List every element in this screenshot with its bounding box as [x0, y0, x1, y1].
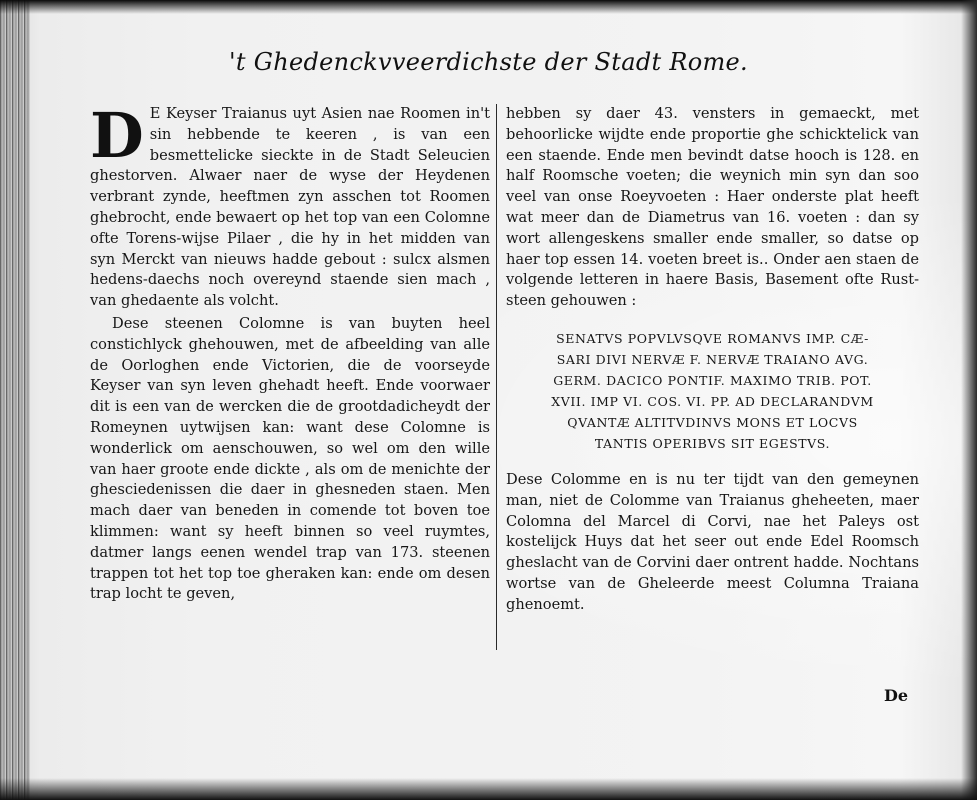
right-column [506, 104, 919, 616]
inscription-line: GERM. DACICO PONTIF. MAXIMO TRIB. POT. [553, 372, 872, 388]
right-paragraph-1: hebben sy daer 43. vensters in gemaeckt, met behoorlicke wijdte ende proportie ghe schicktelick van een staende. Ende men bevindt datse hooch is 128. en half Roomsche voeten; die weynich min syn dan soo veel van onse Roeyvoeten : Haer onderste plat heeft wat meer dan de Diametrus van 16. voeten : dan sy wort allengeskens smaller ende smaller, so datse op haer top essen 14. voeten breet is.. Onder aen staen de volgende letteren in haere Basis, Basement ofte Rust-steen gehouwen : [506, 105, 919, 310]
left-paragraph-2: Dese steenen Colomne is van buyten heel constichlyck ghehouwen, met de afbeelding van alle de Oorloghen ende Victorien, die de voorseyde Keyser van syn leven ghehadt heeft. Ende voorwaer dit is een van de wercken die de grootdadicheydt der Romeynen uytwijsen kan: want dese Colomne is wonderlick om aenschouwen, so wel om den wille van haer groote ende dickte , als om de menichte der ghesciedenissen die daer in ghesneden staen. Men mach daer van beneden in comende tot boven toe klimmen: want sy heeft binnen so veel ruymtes, datmer langs eenen wendel trap van 173. steenen trappen tot het top toe gheraken kan: ende om desen trap locht te geven, [90, 314, 490, 603]
running-header: 't Ghedenckvveerdichste der Stadt Rome. [229, 48, 748, 76]
inscription-line: SARI DIVI NERVÆ F. NERVÆ TRAIANO AVG. [556, 351, 869, 367]
inscription-line: QVANTÆ ALTITVDINVS MONS ET LOCVS [567, 414, 858, 430]
inscription-line: XVII. IMP VI. COS. VI. PP. AD DECLARANDVM [551, 393, 874, 409]
page-stack-edge [0, 0, 30, 800]
left-paragraph-1: E Keyser Traianus uyt Asien nae Roomen in't sin hebbende te keeren , is van een besmettelicke sieckte in de Stadt Seleucien ghestorven. Alwaer naer de wyse der Heydenen verbrant zynde, heeftmen zyn asschen tot Roomen ghebrocht, ende bewaert op het top van een Colomne ofte Torens-wijse Pilaer , die hy in het midden van syn Merckt van nieuws hadde gebout : sulcx alsmen hedens-daechs noch overeynd staende sien mach , van ghedaente als volcht. [90, 105, 490, 310]
drop-cap: D [90, 99, 144, 172]
right-paragraph-2: Dese Colomme en is nu ter tijdt van den gemeynen man, niet de Colomme van Traianus gheheeten, maer Colomna del Marcel di Corvi, nae het Paleys ost kostelijck Huys dat het seer out ende Edel Roomsch gheslacht van de Corvini daer ontrent hadde. Nochtans wortse van de Gheleerde meest Columna Traiana ghenoemt. [506, 470, 919, 613]
inscription-block [506, 328, 919, 454]
column-divider [496, 104, 497, 650]
left-column [90, 99, 490, 605]
catchword: De [884, 686, 909, 705]
bottom-shadow [0, 778, 977, 800]
inscription-line: SENATVS POPVLVSQVE ROMANVS IMP. CÆ- [556, 330, 869, 346]
top-shadow [0, 0, 977, 14]
inscription-line: TANTIS OPERIBVS SIT EGESTVS. [594, 435, 831, 451]
right-page-edge [961, 0, 977, 800]
